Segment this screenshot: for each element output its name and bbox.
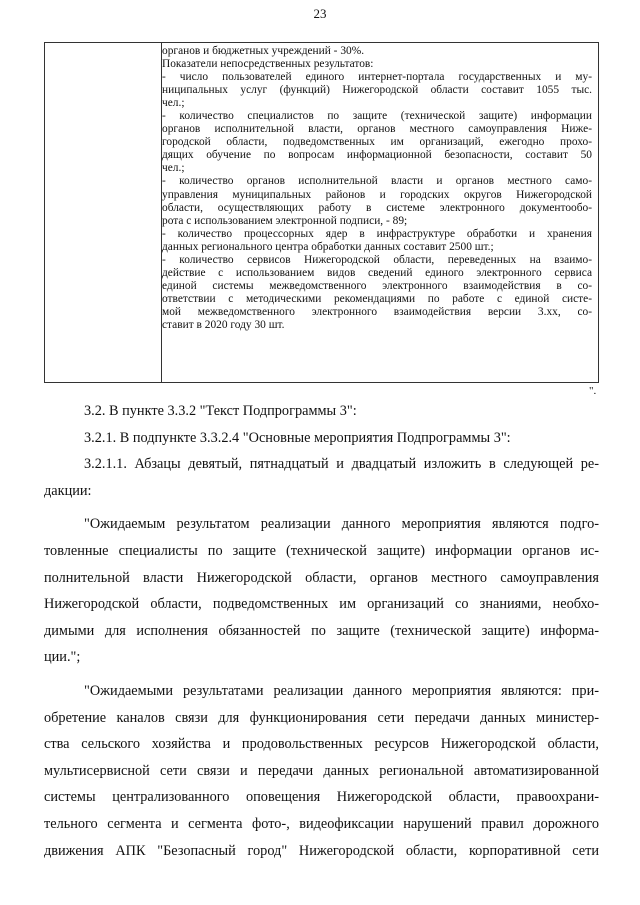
table-line: - количество процессорных ядер в инфраструктуре обработки и хранения: [162, 227, 592, 240]
table-line: - количество органов исполнительной власти и органов местного само-: [162, 175, 592, 188]
table-left-cell: [45, 43, 162, 382]
table-line: рота с использованием электронной подписи, - 89;: [162, 214, 408, 227]
paragraph-line: "Ожидаемым результатом реализации данного мероприятия являются подго-: [84, 516, 599, 533]
indicators-table: [44, 42, 599, 383]
paragraph-3-2: 3.2. В пункте 3.3.2 "Текст Подпрограммы 3":: [84, 403, 357, 419]
paragraph-line: движения АПК "Безопасный город" Нижегородской области, корпоративной сети: [44, 842, 599, 859]
table-line: чел.;: [162, 97, 185, 110]
paragraph-line: системы централизованного оповещения Нижегородской области, правоохрани-: [44, 789, 599, 806]
paragraph-line: мультисервисной сети связи и передачи данных региональной автоматизированной: [44, 762, 599, 779]
paragraph-line: димыми для исполнения обязанностей по защите (технической защите) информа-: [44, 622, 599, 639]
document-body: [44, 398, 599, 864]
table-line: ставит в 2020 году 30 шт.: [162, 318, 285, 331]
table-line: управления муниципальных районов и городских округов Нижегородской: [162, 188, 592, 201]
table-line: дящих обучение по вопросам информационной безопасности, составит 50: [162, 149, 592, 162]
table-line: органов исполнительной власти, органов местного самоуправления Ниже-: [162, 123, 592, 136]
closing-quote: ".: [589, 385, 597, 397]
table-line: - количество специалистов по защите (технической защите) информации: [162, 110, 592, 123]
paragraph-line: ции.";: [44, 649, 81, 666]
table-line: действие с использованием видов сведений единого электронного сервиса: [162, 266, 592, 279]
paragraph-3-2-1: 3.2.1. В подпункте 3.3.2.4 "Основные мероприятия Подпрограммы 3":: [84, 429, 511, 446]
paragraph-line: Нижегородской области, подведомственных им организаций со знаниями, необхо-: [44, 596, 599, 613]
table-line: ответствии с методическими рекомендациями по работе с единой систе-: [162, 292, 592, 305]
paragraph-line: дакции:: [44, 482, 92, 499]
quoted-paragraph-expected-results: [44, 678, 599, 864]
table-line: чел.;: [162, 162, 185, 175]
page-number: 23: [313, 6, 327, 21]
table-line: - количество сервисов Нижегородской области, переведенных на взаимо-: [162, 253, 592, 266]
paragraph-line: 3.2.1.1. Абзацы девятый, пятнадцатый и двадцатый изложить в следующей ре-: [84, 456, 599, 473]
table-line: ниципальных услуг (функций) Нижегородской области составит 1055 тыс.: [162, 84, 592, 97]
table-line: единой системы межведомственного электронного взаимодействия в со-: [162, 279, 592, 292]
table-line: Показатели непосредственных результатов:: [162, 58, 374, 71]
table-right-cell: [162, 45, 592, 332]
paragraph-3-2-1-1: [44, 451, 599, 504]
table-line: органов и бюджетных учреждений - 30%.: [162, 45, 365, 57]
paragraph-line: полнительной власти Нижегородской области, органов местного самоуправления: [44, 569, 599, 586]
paragraph-line: "Ожидаемыми результатами реализации данного мероприятия являются: при-: [84, 682, 599, 699]
table-line: данных регионального центра обработки данных составит 2500 шт.;: [162, 240, 494, 253]
table-line: мой межведомственного электронного взаимодействия версии 3.хх, со-: [162, 305, 592, 318]
table-line: - число пользователей единого интернет-портала государственных и му-: [162, 71, 592, 84]
table-line: области, осуществляющих работу в системе электронного документообо-: [162, 201, 592, 214]
paragraph-line: обретение каналов связи для функционирования сети передачи данных министер-: [44, 709, 599, 726]
quoted-paragraph-expected-result: [44, 511, 599, 671]
paragraph-line: ства сельского хозяйства и продовольственных ресурсов Нижегородской области,: [44, 736, 599, 753]
table-line: городской области, подведомственных им организаций, ежегодно прохо-: [162, 136, 592, 149]
paragraph-line: товленные специалисты по защите (технической защите) информации органов ис-: [44, 542, 599, 559]
paragraph-line: тельного сегмента и сегмента фото-, видеофиксации нарушений правил дорожного: [44, 815, 599, 832]
